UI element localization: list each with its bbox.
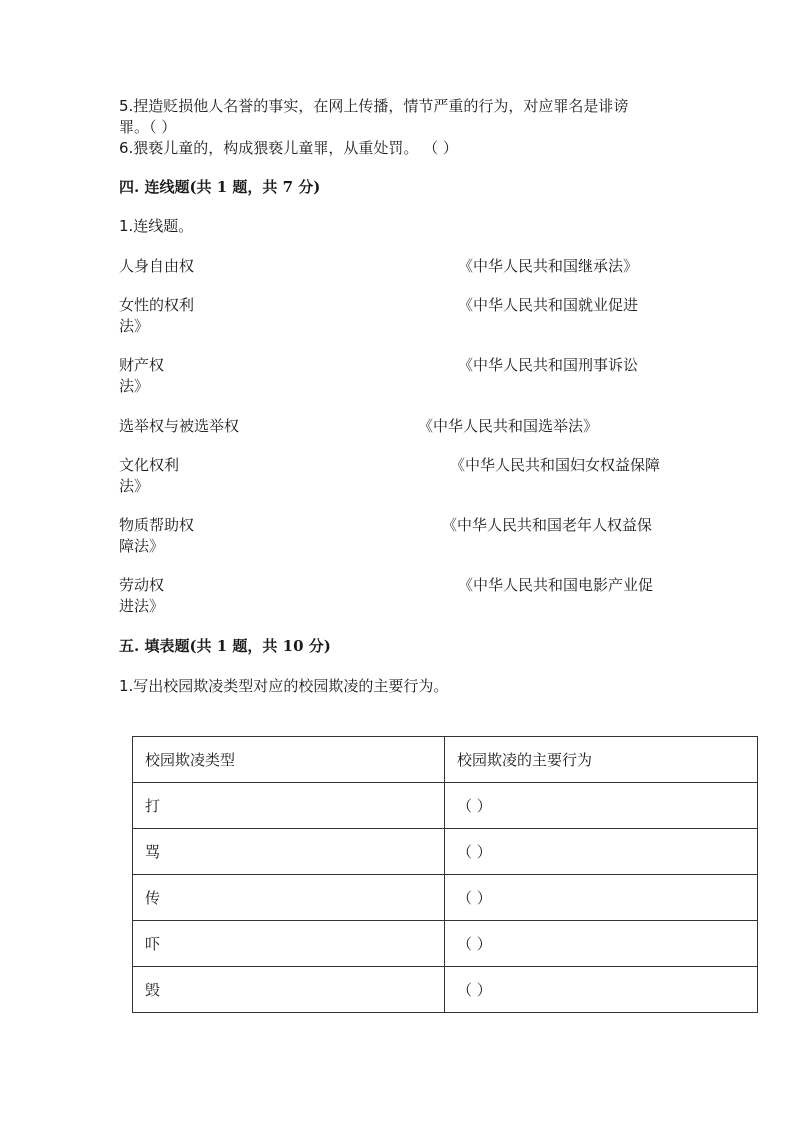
matching-left-item: 选举权与被选举权 xyxy=(119,417,240,435)
question-5-line-1: 5.捏造贬损他人名誉的事实，在网上传播，情节严重的行为，对应罪名是诽谤 xyxy=(119,97,629,115)
matching-left-item: 文化权利 xyxy=(119,456,180,474)
section-4-heading: 四. 连线题(共 1 题，共 7 分) xyxy=(119,178,321,196)
matching-right-item: 《中华人民共和国就业促进 xyxy=(458,296,639,314)
bullying-type-cell: 吓 xyxy=(133,921,445,967)
table-header-cell: 校园欺凌的主要行为 xyxy=(445,737,758,783)
matching-left-item: 物质帮助权 xyxy=(119,516,195,534)
matching-right-item-wrap: 进法》 xyxy=(119,597,165,615)
table-row xyxy=(133,829,758,875)
answer-blank-cell: （ ） xyxy=(445,875,758,921)
table-header-row xyxy=(133,737,758,783)
matching-left-item: 女性的权利 xyxy=(119,296,195,314)
table-row xyxy=(133,875,758,921)
question-5-line-2: 罪。（ ） xyxy=(119,118,177,136)
matching-right-item: 《中华人民共和国选举法》 xyxy=(418,417,599,435)
bullying-type-cell: 打 xyxy=(133,783,445,829)
matching-right-item-wrap: 法》 xyxy=(119,317,150,335)
bullying-type-cell: 传 xyxy=(133,875,445,921)
fill-table-question: 1.写出校园欺凌类型对应的校园欺凌的主要行为。 xyxy=(119,677,449,695)
answer-blank-cell: （ ） xyxy=(445,921,758,967)
matching-right-item: 《中华人民共和国电影产业促 xyxy=(458,576,654,594)
question-6: 6.猥亵儿童的，构成猥亵儿童罪，从重处罚。 （ ） xyxy=(119,139,458,157)
table-row xyxy=(133,783,758,829)
matching-right-item: 《中华人民共和国老年人权益保 xyxy=(442,516,653,534)
matching-right-item: 《中华人民共和国妇女权益保障 xyxy=(450,456,661,474)
matching-right-item-wrap: 法》 xyxy=(119,377,150,395)
table-header-cell: 校园欺凌类型 xyxy=(133,737,445,783)
matching-left-item: 财产权 xyxy=(119,356,165,374)
matching-right-item: 《中华人民共和国刑事诉讼 xyxy=(458,356,639,374)
matching-right-item: 《中华人民共和国继承法》 xyxy=(458,257,639,275)
matching-left-item: 人身自由权 xyxy=(119,257,195,275)
matching-question: 1.连线题。 xyxy=(119,217,194,235)
table-row xyxy=(133,967,758,1013)
answer-blank-cell: （ ） xyxy=(445,783,758,829)
table-row xyxy=(133,921,758,967)
answer-blank-cell: （ ） xyxy=(445,829,758,875)
matching-right-item-wrap: 法》 xyxy=(119,477,150,495)
matching-right-item-wrap: 障法》 xyxy=(119,537,165,555)
section-5-heading: 五. 填表题(共 1 题，共 10 分) xyxy=(119,637,331,655)
bullying-table xyxy=(132,736,758,1013)
bullying-type-cell: 毁 xyxy=(133,967,445,1013)
bullying-type-cell: 骂 xyxy=(133,829,445,875)
answer-blank-cell: （ ） xyxy=(445,967,758,1013)
matching-left-item: 劳动权 xyxy=(119,576,165,594)
